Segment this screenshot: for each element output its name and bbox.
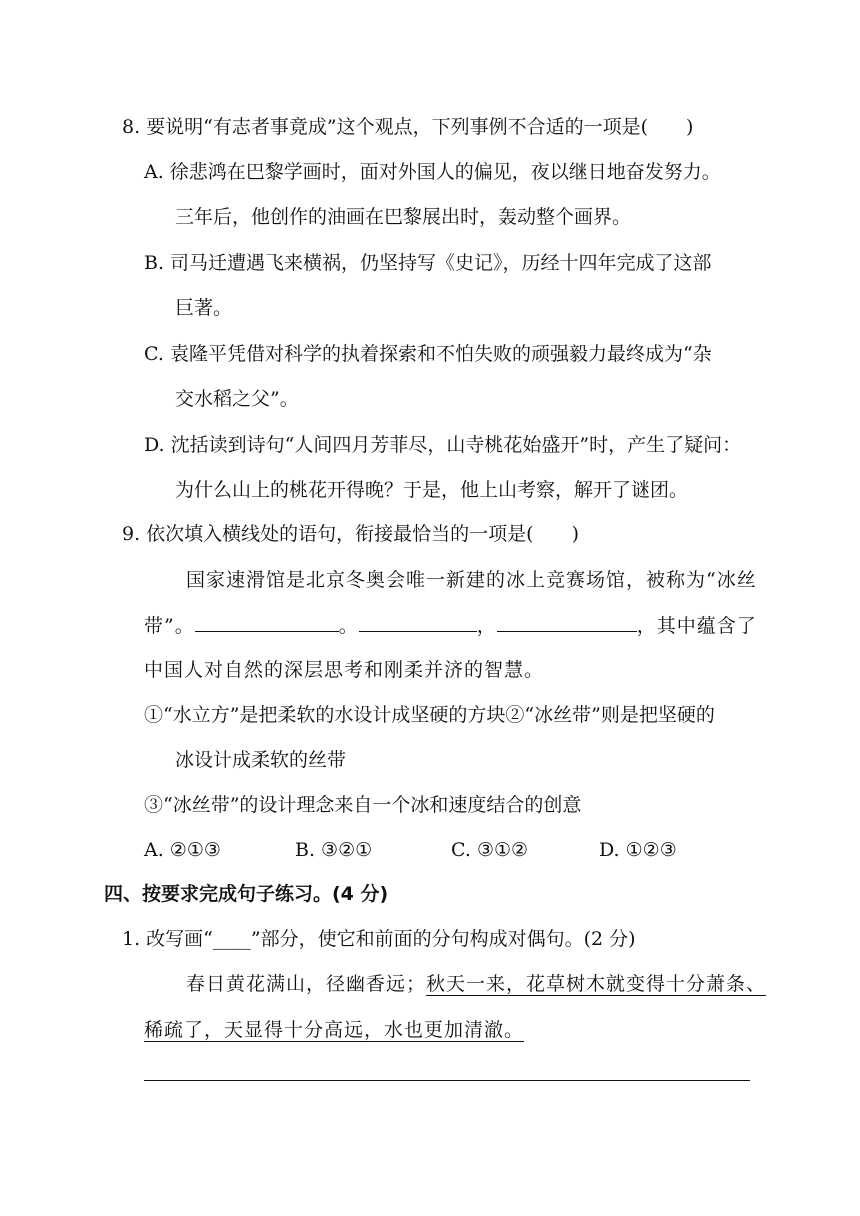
q9-passage-sep2: ， bbox=[476, 615, 497, 637]
q9-choice-b: B. ③②① bbox=[295, 839, 373, 861]
q8-option-a-line2: 三年后，他创作的油画在巴黎展出时，轰动整个画界。 bbox=[175, 206, 632, 228]
q9-passage-line3: 中国人对自然的深层思考和刚柔并济的智慧。 bbox=[144, 659, 545, 681]
section4-sentence-line1 bbox=[186, 970, 766, 998]
q9-stem: 9. 依次填入横线处的语句，衔接最恰当的一项是( ) bbox=[122, 523, 579, 545]
q9-choice-a: A. ②①③ bbox=[144, 839, 221, 861]
q8-option-d-line2: 为什么山上的桃花开得晚？于是，他上山考察，解开了谜团。 bbox=[175, 479, 689, 501]
q8-option-b-line1: B. 司马迁遭遇飞来横祸，仍坚持写《史记》，历经十四年完成了这部 bbox=[144, 252, 712, 274]
q8-option-d-line1: D. 沈括读到诗句“人间四月芳菲尽，山寺桃花始盛开”时，产生了疑问： bbox=[144, 434, 742, 456]
q9-choice-c: C. ③①② bbox=[451, 839, 529, 861]
fill-blank-1[interactable] bbox=[195, 611, 339, 632]
sentence-underlined-part-2: 稀疏了，天显得十分高远，水也更加清澈。 bbox=[144, 1019, 525, 1041]
fill-blank-3[interactable] bbox=[497, 611, 637, 632]
fill-blank-2[interactable] bbox=[359, 611, 477, 632]
answer-write-line[interactable] bbox=[144, 1080, 750, 1081]
q9-passage-sep1: 。 bbox=[338, 615, 359, 637]
q9-passage-line1: 国家速滑馆是北京冬奥会唯一新建的冰上竞赛场馆，被称为“冰丝 bbox=[186, 569, 757, 591]
q8-option-c-line1: C. 袁隆平凭借对科学的执着探索和不怕失败的顽强毅力最终成为“杂 bbox=[144, 343, 712, 365]
q8-option-a-line1: A. 徐悲鸿在巴黎学画时，面对外国人的偏见，夜以继日地奋发努力。 bbox=[144, 161, 721, 183]
q9-passage-line2-end: ，其中蕴含了 bbox=[636, 615, 757, 637]
section4-q1-stem: 1. 改写画“____”部分，使它和前面的分句构成对偶句。(2 分) bbox=[122, 928, 636, 950]
q8-option-c-line2: 交水稻之父”。 bbox=[175, 388, 299, 410]
q9-passage-line2-start: 带”。 bbox=[144, 615, 195, 637]
q9-item1-line2: 冰设计成柔软的丝带 bbox=[175, 749, 347, 771]
q9-passage-line2 bbox=[144, 611, 757, 640]
q9-item1-line1: ①“水立方”是把柔软的水设计成坚硬的方块②“冰丝带”则是把坚硬的 bbox=[144, 704, 715, 726]
q9-choice-d: D. ①②③ bbox=[599, 839, 677, 861]
section4-heading: 四、按要求完成句子练习。(4 分) bbox=[104, 883, 389, 905]
sentence-underlined-part-1: 秋天一来，花草树木就变得十分萧条、 bbox=[426, 973, 767, 995]
q8-stem: 8. 要说明“有志者事竟成”这个观点，下列事例不合适的一项是( ) bbox=[122, 116, 694, 138]
q9-item3: ③“冰丝带”的设计理念来自一个冰和速度结合的创意 bbox=[144, 794, 582, 816]
sentence-plain-part: 春日黄花满山，径幽香远； bbox=[186, 973, 427, 995]
section4-sentence-line2 bbox=[144, 1016, 524, 1044]
q8-option-b-line2: 巨著。 bbox=[175, 297, 233, 319]
